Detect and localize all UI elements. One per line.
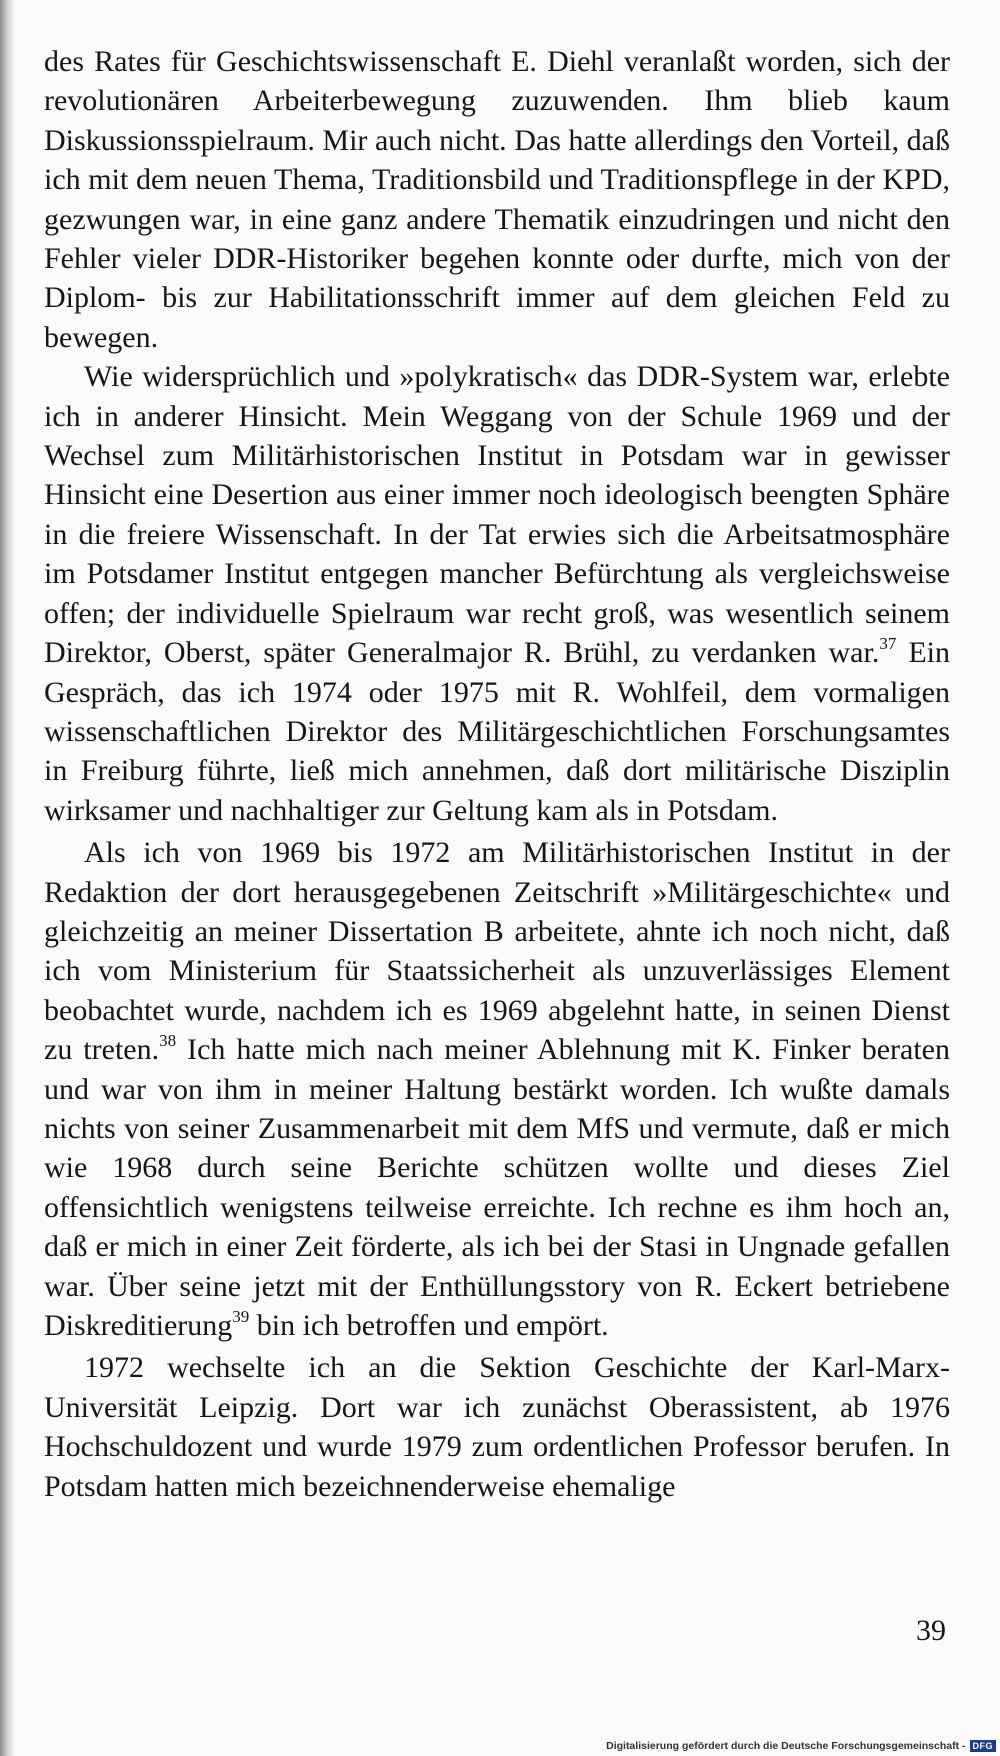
- paragraph-2-part-a: Wie widersprüchlich und »polykratisch« das DDR-System war, erlebte ich in anderer Hinsicht. Mein Weggang von der Schule 1969 und der Wechsel zum Militärhistorischen Institut in Potsdam war in gewisser Hinsicht eine Desertion aus einer immer noch ideologisch beengten Sphäre in die freiere Wissenschaft. In der Tat erwies sich die Arbeitsatmosphäre im Potsdamer Institut entgegen mancher Befürchtung als vergleichsweise offen; der individuelle Spielraum war recht groß, was wesentlich seinem Direktor, Oberst, später Generalmajor R. Brühl, zu verdanken war.: [44, 360, 950, 670]
- paragraph-2-part-b: Ein Gespräch, das ich 1974 oder 1975 mit R. Wohlfeil, dem vormaligen wissenschaftlichen Direktor des Militärgeschichtlichen Forschungsamtes in Freiburg führte, ließ mich annehmen, daß dort militärische Disziplin wirksamer und nachhaltiger zur Geltung kam als in Potsdam.: [44, 636, 950, 827]
- page-number: 39: [916, 1614, 946, 1647]
- paragraph-3: [44, 833, 950, 1345]
- paragraph-3-part-c: bin ich betroffen und empört.: [249, 1309, 609, 1342]
- page-binding-shadow: [0, 0, 14, 1756]
- footer-credit-text: Digitalisierung gefördert durch die Deutsche Forschungsgemeinschaft -: [606, 1740, 966, 1752]
- dfg-logo-icon: DFG: [970, 1740, 997, 1752]
- paragraph-4: 1972 wechselte ich an die Sektion Geschichte der Karl-Marx-Universität Leipzig. Dort war ich zunächst Oberassistent, ab 1976 Hochschuldozent und wurde 1979 zum ordentlichen Professor berufen. In Potsdam hatten mich bezeichnenderweise ehemalige: [44, 1351, 950, 1503]
- footnote-ref-37[interactable]: 37: [879, 634, 897, 654]
- paragraph-3-part-a: Als ich von 1969 bis 1972 am Militärhistorischen Institut in der Redaktion der dort herausgegebenen Zeitschrift »Militärgeschichte« und gleichzeitig an meiner Dissertation B arbeitete, ahnte ich noch nicht, daß ich vom Ministerium für Staatssicherheit als unzuverlässiges Element beobachtet wurde, nachdem ich es 1969 abgelehnt hatte, in seinen Dienst zu treten.: [44, 836, 950, 1067]
- footnote-ref-39[interactable]: 39: [232, 1307, 250, 1326]
- body-text: [44, 42, 950, 1506]
- digitization-footer: [606, 1740, 996, 1752]
- paragraph-2: [44, 357, 950, 830]
- paragraph-3-part-b: Ich hatte mich nach meiner Ablehnung mit K. Finker beraten und war von ihm in meiner Haltung bestärkt worden. Ich wußte damals nichts von seiner Zusammenarbeit mit dem MfS und vermute, daß er mich wie 1968 durch seine Berichte schützen wollte und dieses Ziel offensichtlich wenigstens teilweise erreichte. Ich rechne es ihm hoch an, daß er mich in einer Zeit förderte, als ich bei der Stasi in Ungnade gefallen war. Über seine jetzt mit der Enthüllungsstory von R. Eckert betriebene Diskreditierung: [44, 1033, 950, 1342]
- footnote-ref-38[interactable]: 38: [159, 1031, 177, 1051]
- paragraph-1: des Rates für Geschichtswissenschaft E. Diehl veranlaßt worden, sich der revolutionären Arbeiterbewegung zuzuwenden. Ihm blieb kaum Diskussionsspielraum. Mir auch nicht. Das hatte allerdings den Vorteil, daß ich mit dem neuen Thema, Traditionsbild und Traditionspflege in der KPD, gezwungen war, in eine ganz andere Thematik einzudringen und nicht den Fehler vieler DDR-Historiker begehen konnte oder durfte, mich von der Diplom- bis zur Habilitationsschrift immer auf dem gleichen Feld zu bewegen.: [44, 45, 950, 354]
